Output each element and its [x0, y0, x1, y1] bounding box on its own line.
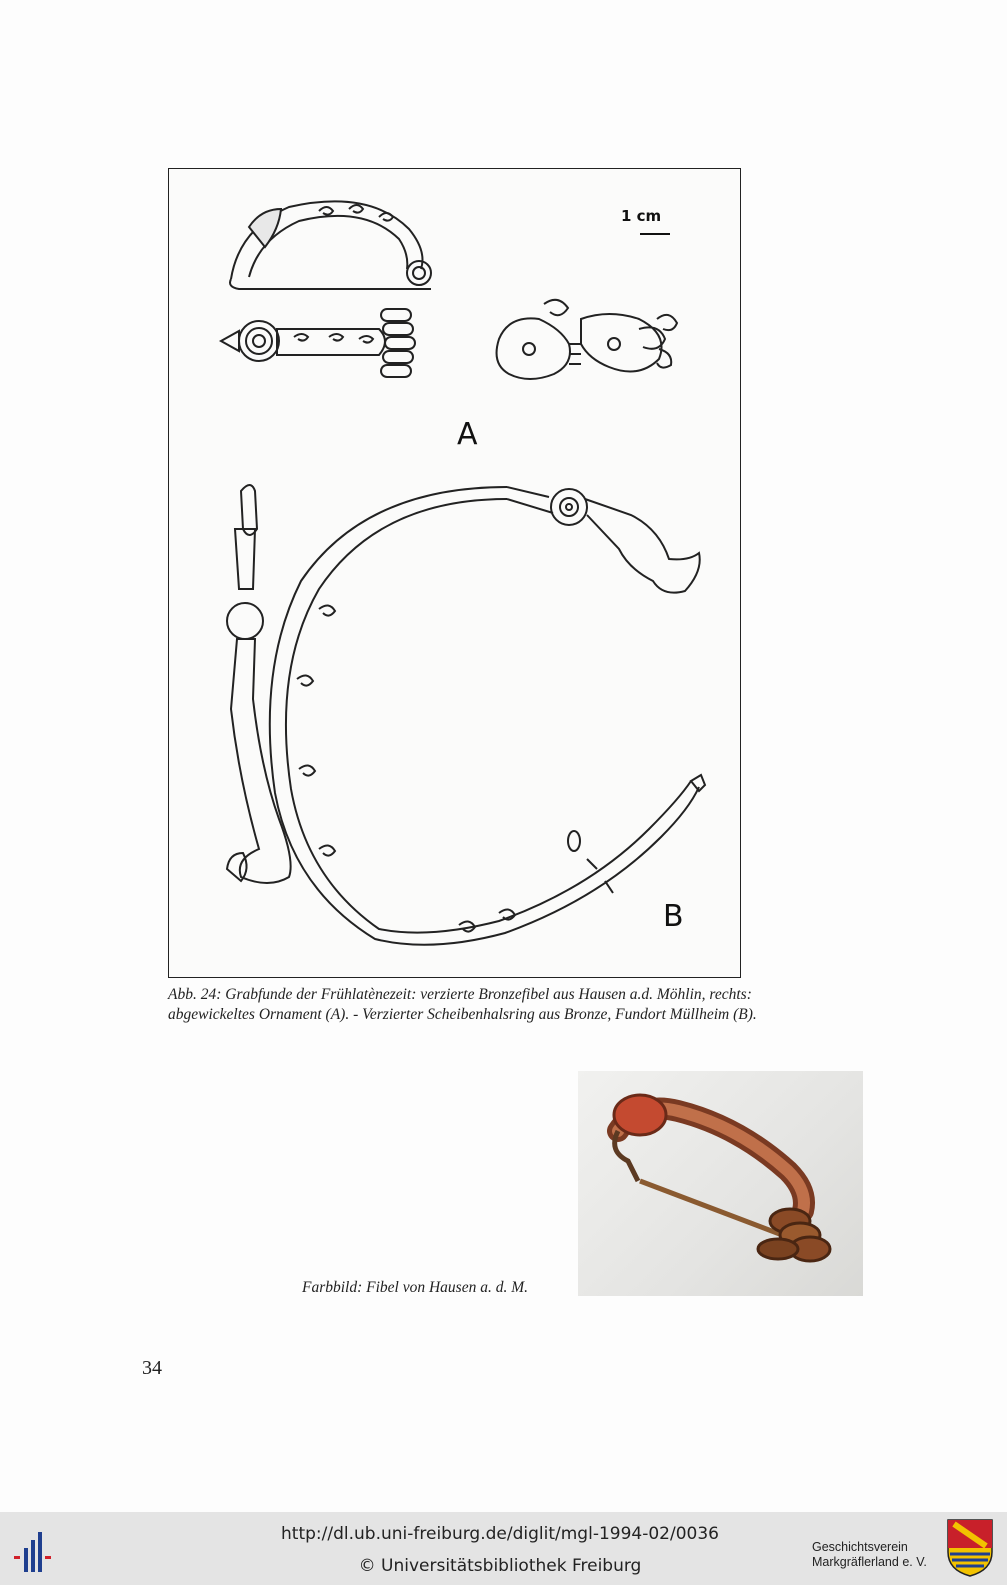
- scale-bar: [640, 233, 670, 235]
- neck-ring-side-view: [227, 485, 291, 883]
- fibula-photo: [578, 1071, 863, 1296]
- figure-caption: [168, 985, 858, 1025]
- fibula-side-view: [230, 201, 431, 289]
- artifact-drawings: [169, 169, 740, 977]
- library-logo-icon: [14, 1532, 64, 1572]
- caption-line-2: abgewickeltes Ornament (A). - Verzierter Scheibenhalsring aus Bronze, Fundort Müllheim (B).: [168, 1006, 757, 1023]
- footer-bar: [0, 1512, 1007, 1585]
- page-number: 34: [142, 1357, 162, 1379]
- scale-label: 1 cm: [621, 207, 662, 225]
- fibula-top-view: [221, 309, 415, 377]
- figure-label-a: A: [457, 417, 478, 452]
- society-name: [812, 1540, 927, 1570]
- caption-line-1: Abb. 24: Grabfunde der Frühlatènezeit: verzierte Bronzefibel aus Hausen a.d. Möhlin, rechts:: [168, 986, 752, 1003]
- footer-copyright: © Universitätsbibliothek Freiburg: [358, 1556, 642, 1576]
- society-line-2: Markgräflerland e. V.: [812, 1555, 927, 1569]
- society-line-1: Geschichtsverein: [812, 1540, 908, 1554]
- photo-caption: Farbbild: Fibel von Hausen a. d. M.: [302, 1279, 529, 1296]
- neck-ring: [270, 487, 705, 945]
- figure-label-b: B: [663, 899, 684, 934]
- figure-line-drawing: [168, 168, 741, 978]
- society-crest-icon: [946, 1518, 994, 1578]
- footer-url-link[interactable]: http://dl.ub.uni-freiburg.de/diglit/mgl-1994-02/0036: [281, 1524, 719, 1544]
- fibula-photo-illustration: [578, 1071, 863, 1296]
- unrolled-ornament: [497, 300, 677, 379]
